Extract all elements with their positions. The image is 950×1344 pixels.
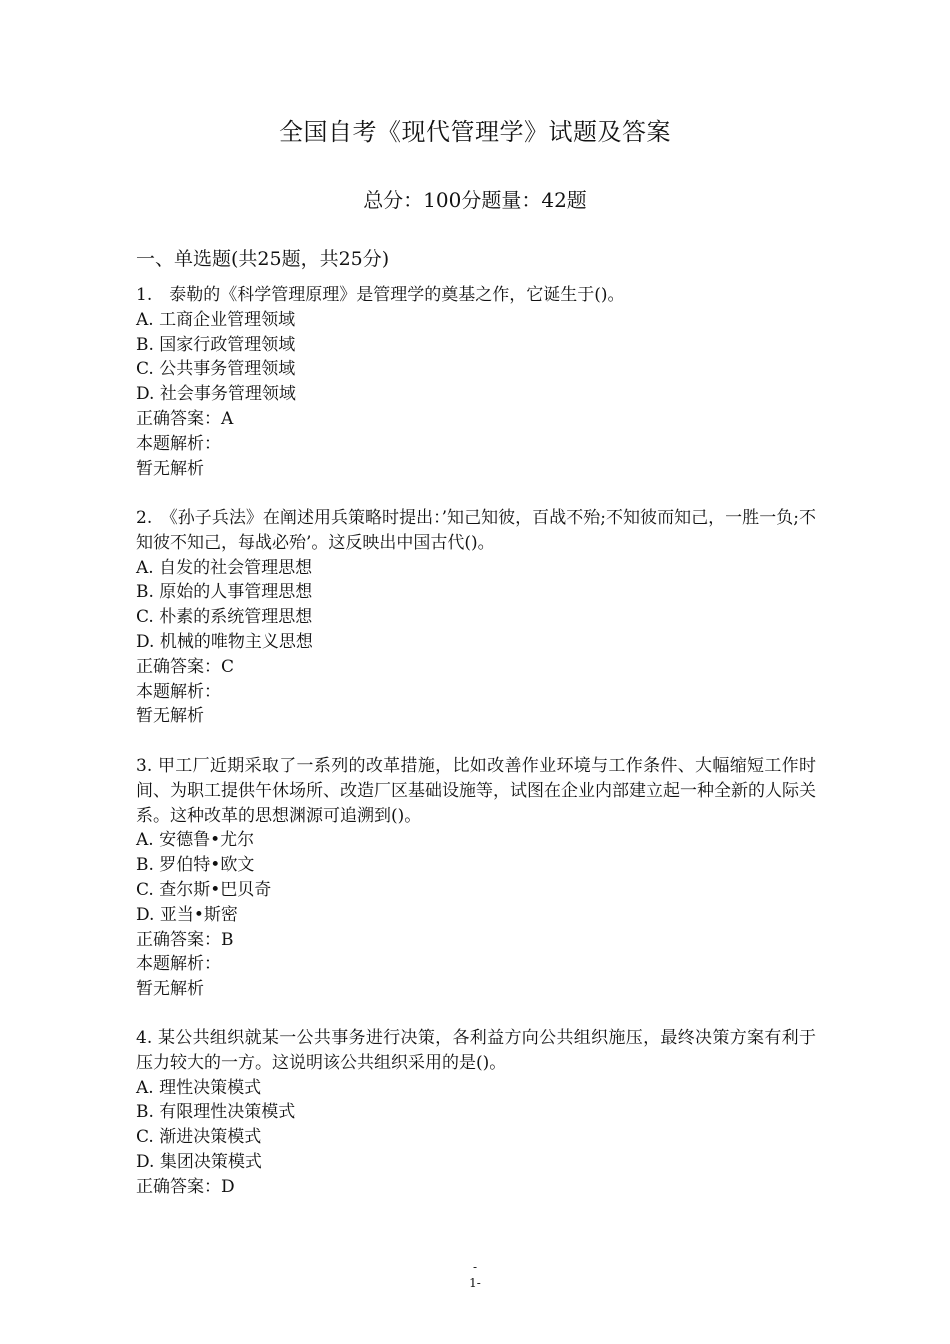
question-2 (136, 506, 816, 729)
option-d: D. 机械的唯物主义思想 (136, 631, 313, 652)
correct-answer: 正确答案：D (136, 1176, 235, 1197)
question-stem: 2. 《孙子兵法》在阐述用兵策略时提出：’知己知彼，百战不殆;不知彼而知己，一胜一负;不知彼不知己，每战必殆’。这反映出中国古代()。 (136, 508, 816, 553)
option-a: A. 理性决策模式 (136, 1077, 262, 1098)
option-c: C. 查尔斯•巴贝奇 (136, 879, 272, 900)
page-number: 1- (469, 1276, 481, 1290)
question-3 (136, 754, 816, 1002)
question-stem: 1. 泰勒的《科学管理原理》是管理学的奠基之作，它诞生于()。 (136, 285, 625, 305)
option-d: D. 社会事务管理领域 (136, 384, 296, 405)
question-stem: 4. 某公共组织就某一公共事务进行决策，各利益方向公共组织施压，最终决策方案有利于压力较大的一方。这说明该公共组织采用的是()。 (136, 1028, 816, 1073)
analysis-text: 暂无解析 (136, 706, 204, 727)
option-d: D. 集团决策模式 (136, 1151, 262, 1172)
analysis-label: 本题解析： (136, 433, 221, 454)
correct-answer: 正确答案：B (136, 929, 234, 950)
option-d: D. 亚当•斯密 (136, 904, 238, 925)
option-a: A. 工商企业管理领域 (136, 309, 296, 330)
analysis-label: 本题解析： (136, 681, 221, 702)
option-b: B. 原始的人事管理思想 (136, 582, 313, 603)
question-4 (136, 1026, 816, 1200)
analysis-text: 暂无解析 (136, 458, 204, 479)
section-heading: 一、单选题(共25题，共25分) (136, 248, 390, 270)
analysis-text: 暂无解析 (136, 979, 204, 1000)
option-b: B. 有限理性决策模式 (136, 1102, 296, 1123)
option-a: A. 自发的社会管理思想 (136, 557, 313, 578)
footer-dash: - (472, 1260, 478, 1274)
question-stem: 3. 甲工厂近期采取了一系列的改革措施，比如改善作业环境与工作条件、大幅缩短工作时间、为职工提供午休场所、改造厂区基础设施等，试图在企业内部建立起一种全新的人际关系。这种改革的思想渊源可追溯到()。 (136, 756, 816, 826)
option-a: A. 安德鲁•尤尔 (136, 830, 255, 851)
option-c: C. 公共事务管理领域 (136, 359, 296, 380)
correct-answer: 正确答案：C (136, 656, 235, 677)
option-c: C. 朴素的系统管理思想 (136, 607, 313, 628)
option-c: C. 渐进决策模式 (136, 1127, 262, 1148)
analysis-label: 本题解析： (136, 954, 221, 975)
question-1 (136, 283, 816, 481)
exam-summary: 总分：100分题量：42题 (363, 188, 587, 212)
option-b: B. 国家行政管理领域 (136, 334, 296, 355)
option-b: B. 罗伯特•欧文 (136, 855, 255, 876)
correct-answer: 正确答案：A (136, 408, 234, 429)
document-title: 全国自考《现代管理学》试题及答案 (279, 118, 671, 146)
